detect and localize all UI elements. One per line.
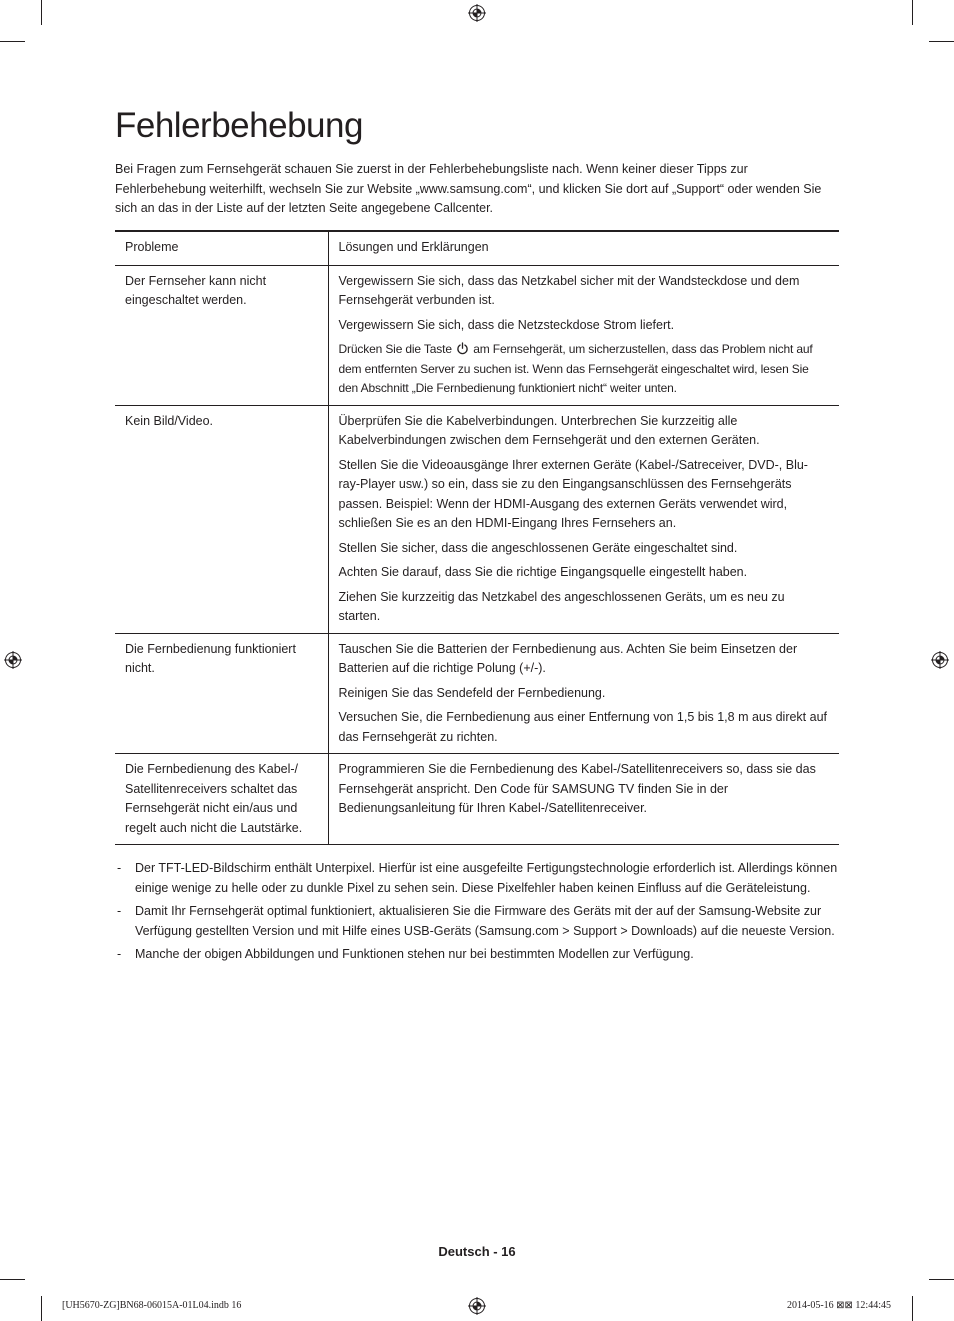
notes-list bbox=[115, 859, 840, 969]
troubleshooting-table bbox=[115, 230, 839, 845]
crop-mark bbox=[41, 1296, 42, 1321]
note-text: Manche der obigen Abbildungen und Funktionen stehen nur bei bestimmten Modellen zur Verfügung. bbox=[135, 947, 694, 961]
intro-paragraph: Bei Fragen zum Fernsehgerät schauen Sie zuerst in der Fehlerbehebungsliste nach. Wenn keiner dieser Tipps zur Fehlerbehebung weiterhilft, wechseln Sie zur Website „www.samsung.com“, und klicken Sie dort auf „Support“ oder wenden Sie sich an das in der Liste auf der letzten Seite angegebene Callcenter. bbox=[115, 162, 822, 215]
solution-text: Stellen Sie die Videoausgänge Ihrer externen Geräte (Kabel-/Satreceiver, DVD-, Blu-ray-Player usw.) so ein, dass sie zu den Eingangsanschlüssen des Fernsehgeräts passen. Beispiel: Wenn der HDMI-Ausgang des externen Geräts verwendet wird, schließen Sie es an den HDMI-Eingang Ihres Fernsehers an. bbox=[338, 457, 808, 530]
power-note-after: am Fernsehgerät, um sicherzustellen, dass das Problem nicht auf dem entfernten Server zu suchen ist. Wenn das Fernsehgerät eingeschaltet wird, lesen Sie den Abschnitt „Die Fernbedienung funktioniert nicht“ weiter unten. bbox=[338, 342, 813, 395]
list-item bbox=[115, 945, 840, 965]
bullet-dash: - bbox=[117, 904, 122, 918]
solution-text: Versuchen Sie, die Fernbedienung aus einer Entfernung von 1,5 bis 1,8 m aus direkt auf das Fernsehgerät zu richten. bbox=[338, 710, 828, 744]
registration-mark-icon bbox=[4, 651, 22, 669]
problem-cell: Der Fernseher kann nicht eingeschaltet werden. bbox=[115, 265, 328, 405]
list-item bbox=[115, 902, 840, 941]
table-header-row bbox=[115, 231, 839, 265]
solution-text: Stellen Sie sicher, dass die angeschlossenen Geräte eingeschaltet sind. bbox=[338, 540, 738, 555]
solution-text: Achten Sie darauf, dass Sie die richtige Eingangsquelle eingestellt haben. bbox=[338, 565, 748, 579]
solution-cell bbox=[328, 265, 839, 405]
registration-mark-icon bbox=[468, 1297, 486, 1315]
registration-mark-icon bbox=[931, 651, 949, 669]
crop-mark bbox=[912, 1296, 913, 1321]
table-row bbox=[115, 265, 839, 405]
column-header-solutions: Lösungen und Erklärungen bbox=[328, 231, 839, 265]
solution-text: Überprüfen Sie die Kabelverbindungen. Unterbrechen Sie kurzzeitig alle Kabelverbindungen zwischen dem Fernsehgerät und den externen Geräten. bbox=[338, 413, 760, 447]
print-slug-date: 2014-05-16 ⊠⊠ 12:44:45 bbox=[787, 1300, 891, 1311]
bullet-dash: - bbox=[117, 947, 122, 961]
solution-text: Reinigen Sie das Sendefeld der Fernbedienung. bbox=[338, 685, 606, 700]
solution-text: Tauschen Sie die Batterien der Fernbedienung aus. Achten Sie beim Einsetzen der Batterien auf die richtige Polung (+/-). bbox=[338, 641, 798, 675]
bullet-dash: - bbox=[117, 861, 122, 875]
note-text: Der TFT-LED-Bildschirm enthält Unterpixel. Hierfür ist eine ausgefeilte Fertigungstechnologie erforderlich ist. Allerdings können einige wenige zu helle oder zu dunkle Pixel zu sehen sein. Diese Pixelfehler haben keinen Einfluss auf die Geräteleistung. bbox=[135, 861, 838, 895]
page-title: Fehlerbehebung bbox=[115, 106, 363, 145]
solution-cell bbox=[328, 405, 839, 633]
registration-mark-icon bbox=[468, 4, 486, 22]
crop-mark bbox=[0, 1279, 25, 1280]
problem-cell: Kein Bild/Video. bbox=[115, 405, 328, 633]
crop-mark bbox=[41, 0, 42, 25]
list-item bbox=[115, 859, 840, 898]
power-icon bbox=[456, 342, 469, 355]
solution-text: Vergewissern Sie sich, dass die Netzsteckdose Strom liefert. bbox=[338, 317, 675, 332]
solution-cell bbox=[328, 633, 839, 754]
page-number: Deutsch - 16 bbox=[438, 1244, 516, 1259]
note-text: Damit Ihr Fernsehgerät optimal funktioniert, aktualisieren Sie die Firmware des Geräts mit der auf der Samsung-Website zur Verfügung gestellten Version und mit Hilfe eines USB-Geräts (Samsung.com > Support > Downloads) auf die neueste Version. bbox=[135, 904, 835, 938]
solution-text: Vergewissern Sie sich, dass das Netzkabel sicher mit der Wandsteckdose und dem Fernsehgerät verbunden ist. bbox=[338, 273, 800, 307]
print-slug-file: [UH5670-ZG]BN68-06015A-01L04.indb 16 bbox=[62, 1300, 242, 1311]
column-header-problems: Probleme bbox=[115, 231, 328, 265]
crop-mark bbox=[912, 0, 913, 25]
solution-cell bbox=[328, 754, 839, 845]
problem-cell: Die Fernbedienung funktioniert nicht. bbox=[115, 633, 328, 754]
crop-mark bbox=[929, 1279, 954, 1280]
table-row bbox=[115, 754, 839, 845]
table-row bbox=[115, 405, 839, 633]
solution-text: Programmieren Sie die Fernbedienung des Kabel-/Satellitenreceivers so, dass sie das Fernsehgerät anspricht. Den Code für SAMSUNG TV finden Sie in der Bedienungsanleitung für Ihren Kabel-/Satellitenreceiver. bbox=[338, 762, 816, 815]
crop-mark bbox=[0, 41, 25, 42]
power-note-before: Drücken Sie die Taste bbox=[338, 342, 452, 356]
solution-text-power bbox=[339, 340, 830, 399]
crop-mark bbox=[929, 41, 954, 42]
table-row bbox=[115, 633, 839, 754]
problem-cell: Die Fernbedienung des Kabel-/ Satellitenreceivers schaltet das Fernsehgerät nicht ein/aus und regelt auch nicht die Lautstärke. bbox=[115, 754, 328, 845]
solution-text: Ziehen Sie kurzzeitig das Netzkabel des angeschlossenen Geräts, um es neu zu starten. bbox=[338, 589, 785, 623]
